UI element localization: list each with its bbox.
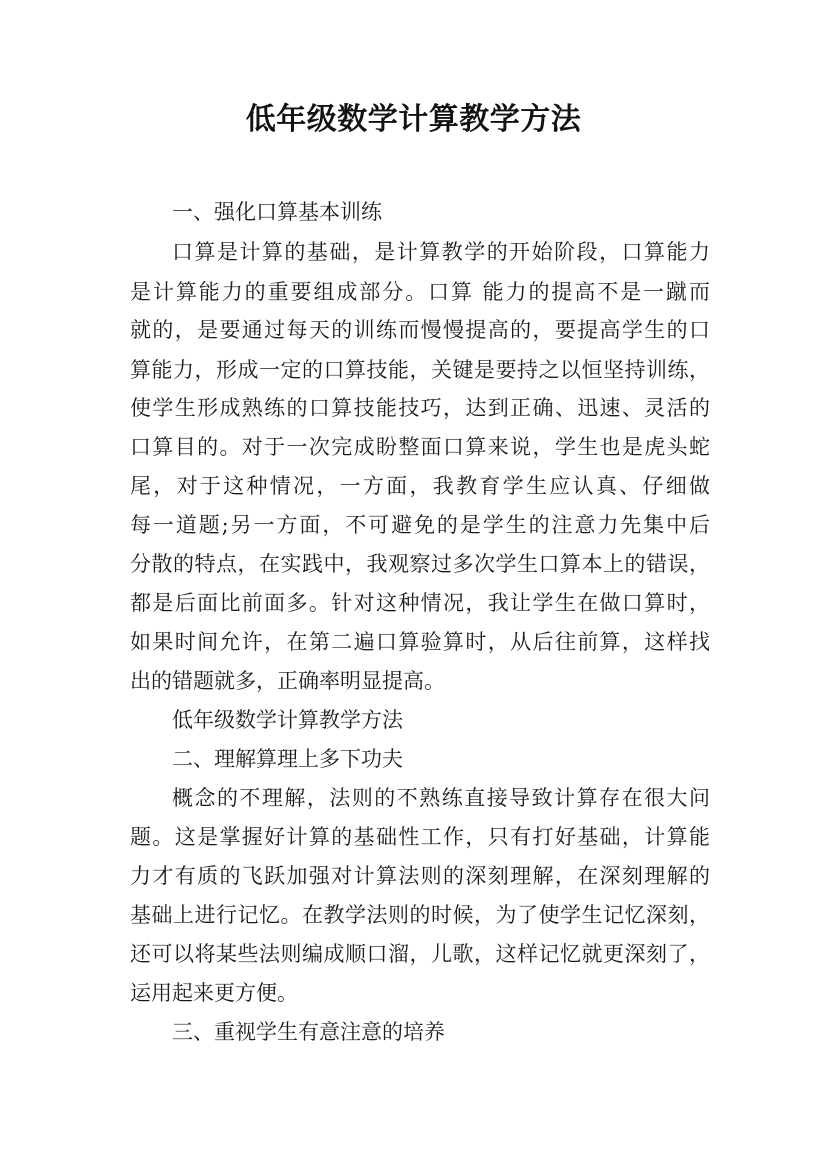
paragraph-line: 基础上进行记忆。在教学法则的时候，为了使学生记忆深刻， [130,903,710,927]
paragraph-line: 口算是计算的基础，是计算教学的开始阶段，口算能力 [172,240,710,264]
paragraph-line: 概念的不理解，法则的不熟练直接导致计算存在很大问 [172,786,710,810]
section-heading-3: 三、重视学生有意注意的培养 [172,1020,445,1044]
section-heading-2: 二、理解算理上多下功夫 [172,747,403,771]
section-heading-1: 一、强化口算基本训练 [172,200,382,224]
paragraph-line: 就的，是要通过每天的训练而慢慢提高的，要提高学生的口 [130,318,710,342]
paragraph-line: 出的错题就多，正确率明显提高。 [130,669,445,693]
paragraph-line: 尾，对于这种情况，一方面，我教育学生应认真、仔细做 [130,474,710,498]
paragraph-line: 每一道题;另一方面，不可避免的是学生的注意力先集中后 [130,513,710,537]
paragraph-line: 题。这是掌握好计算的基础性工作，只有打好基础，计算能 [130,825,710,849]
document-title: 低年级数学计算教学方法 [245,102,582,137]
paragraph-line: 是计算能力的重要组成部分。口算 能力的提高不是一蹴而 [130,280,710,304]
paragraph-line: 算能力，形成一定的口算技能，关键是要持之以恒坚持训练， [130,358,710,382]
paragraph-line: 如果时间允许，在第二遍口算验算时，从后往前算，这样找 [130,630,710,654]
paragraph-line: 都是后面比前面多。针对这种情况，我让学生在做口算时， [130,591,710,615]
paragraph-line: 还可以将某些法则编成顺口溜，儿歌，这样记忆就更深刻了， [130,942,710,966]
paragraph-line: 分散的特点，在实践中，我观察过多次学生口算本上的错误， [130,552,710,576]
paragraph-line: 使学生形成熟练的口算技能技巧，达到正确、迅速、灵活的 [130,396,710,420]
paragraph-line: 运用起来更方便。 [130,981,298,1005]
paragraph-line: 口算目的。对于一次完成盼整面口算来说，学生也是虎头蛇 [130,435,710,459]
section-heading-title-repeat: 低年级数学计算教学方法 [172,708,403,732]
paragraph-line: 力才有质的飞跃加强对计算法则的深刻理解，在深刻理解的 [130,864,710,888]
